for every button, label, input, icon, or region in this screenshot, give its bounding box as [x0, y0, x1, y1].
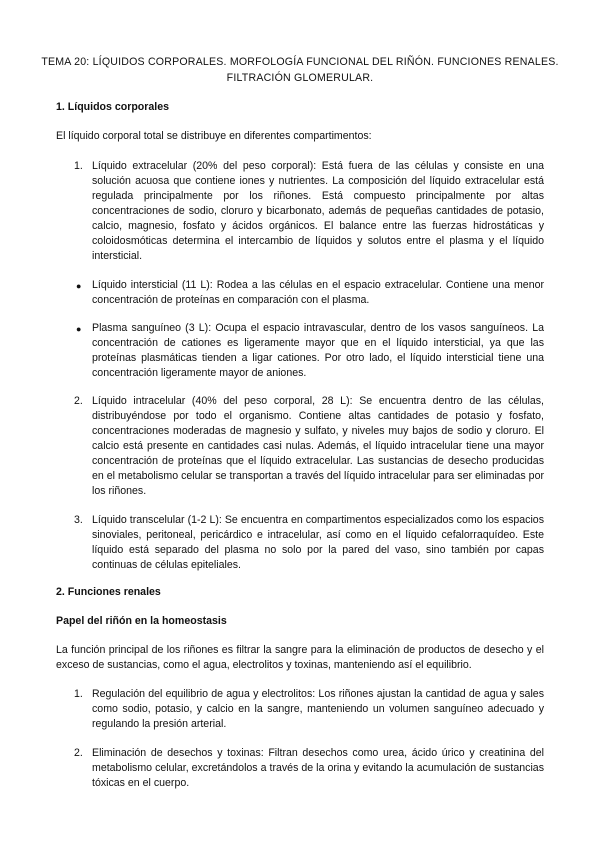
subsection-heading: Papel del riñón en la homeostasis [56, 615, 227, 627]
page-title: TEMA 20: LÍQUIDOS CORPORALES. MORFOLOGÍA FUNCIONAL DEL RIÑÓN. FUNCIONES RENALES. FILTRACIÓN GLOMERULAR. [41, 56, 559, 84]
list-item: Líquido extracelular (20% del peso corporal): Está fuera de las células y consiste en una solución acuosa que contiene iones y nutrientes. La composición del líquido extracelular está regulada principalmente por los riñones. Está compuesto principalmente por altas concentraciones de sodio, cloruro y bicarbonato, además de pequeñas cantidades de potasio, calcio, magnesio, fosfato y ácidos orgánicos. El balance entre las fuerzas hidrostáticas y coloidosmóticas determina el intercambio de líquidos y solutos entre el plasma y el líquido intersticial. [92, 160, 544, 262]
list-item: Plasma sanguíneo (3 L): Ocupa el espacio intravascular, dentro de los vasos sanguíneos. La concentración de cationes es ligeramente mayor que en el líquido intersticial, ya que las proteínas plasmáticas tienden a ligar cationes. Por otro lado, el líquido intersticial tiene una concentración ligeramente mayor de aniones. [92, 322, 544, 379]
section-heading-liquidos: 1. Líquidos corporales [56, 101, 170, 113]
list-item: Eliminación de desechos y toxinas: Filtran desechos como urea, ácido úrico y creatinina del metabolismo celular, excretándolos a través de la orina y evitando la acumulación de sustancias tóxicas en el cuerpo. [92, 747, 544, 789]
list-marker: 2. [74, 395, 83, 407]
list-item: Líquido intracelular (40% del peso corporal, 28 L): Se encuentra dentro de las células, distribuyéndose por todo el organismo. Contiene altas cantidades de potasio y fosfato, concentraciones moderadas de magnesio y sulfato, y niveles muy bajos de sodio y cloruro. El calcio está presente en cantidades casi nulas. Además, el líquido intracelular tiene una mayor concentración de proteínas que el líquido extracelular. Las sustancias de desecho producidas en el metabolismo celular se transportan a través del líquido intracelular para ser eliminadas por los riñones. [92, 395, 544, 497]
bullet-icon: ● [76, 324, 82, 334]
list-marker: 1. [74, 160, 83, 172]
list-marker: 1. [74, 688, 83, 700]
list-marker: 3. [74, 514, 83, 526]
list-item: Regulación del equilibrio de agua y electrolitos: Los riñones ajustan la cantidad de agua y sales como sodio, potasio, y calcio en la sangre, manteniendo un volumen sanguíneo adecuado y regulando la presión arterial. [92, 688, 544, 730]
list-item: Líquido transcelular (1-2 L): Se encuentra en compartimentos especializados como los espacios sinoviales, peritoneal, pericárdico e intracelular, así como en el líquido cefalorraquídeo. Este líquido está separado del plasma no solo por la pared del vaso, sino también por capas continuas de células epiteliales. [92, 514, 544, 571]
section-intro: El líquido corporal total se distribuye en diferentes compartimentos: [56, 130, 372, 142]
section-heading-funciones: 2. Funciones renales [56, 586, 161, 598]
section-intro: La función principal de los riñones es filtrar la sangre para la eliminación de productos de desecho y el exceso de sustancias, como el agua, electrolitos y toxinas, manteniendo así el equilibrio. [56, 644, 544, 671]
list-item: Líquido intersticial (11 L): Rodea a las células en el espacio extracelular. Contiene una menor concentración de proteínas en comparación con el plasma. [92, 279, 544, 306]
bullet-icon: ● [76, 281, 82, 291]
list-marker: 2. [74, 747, 83, 759]
